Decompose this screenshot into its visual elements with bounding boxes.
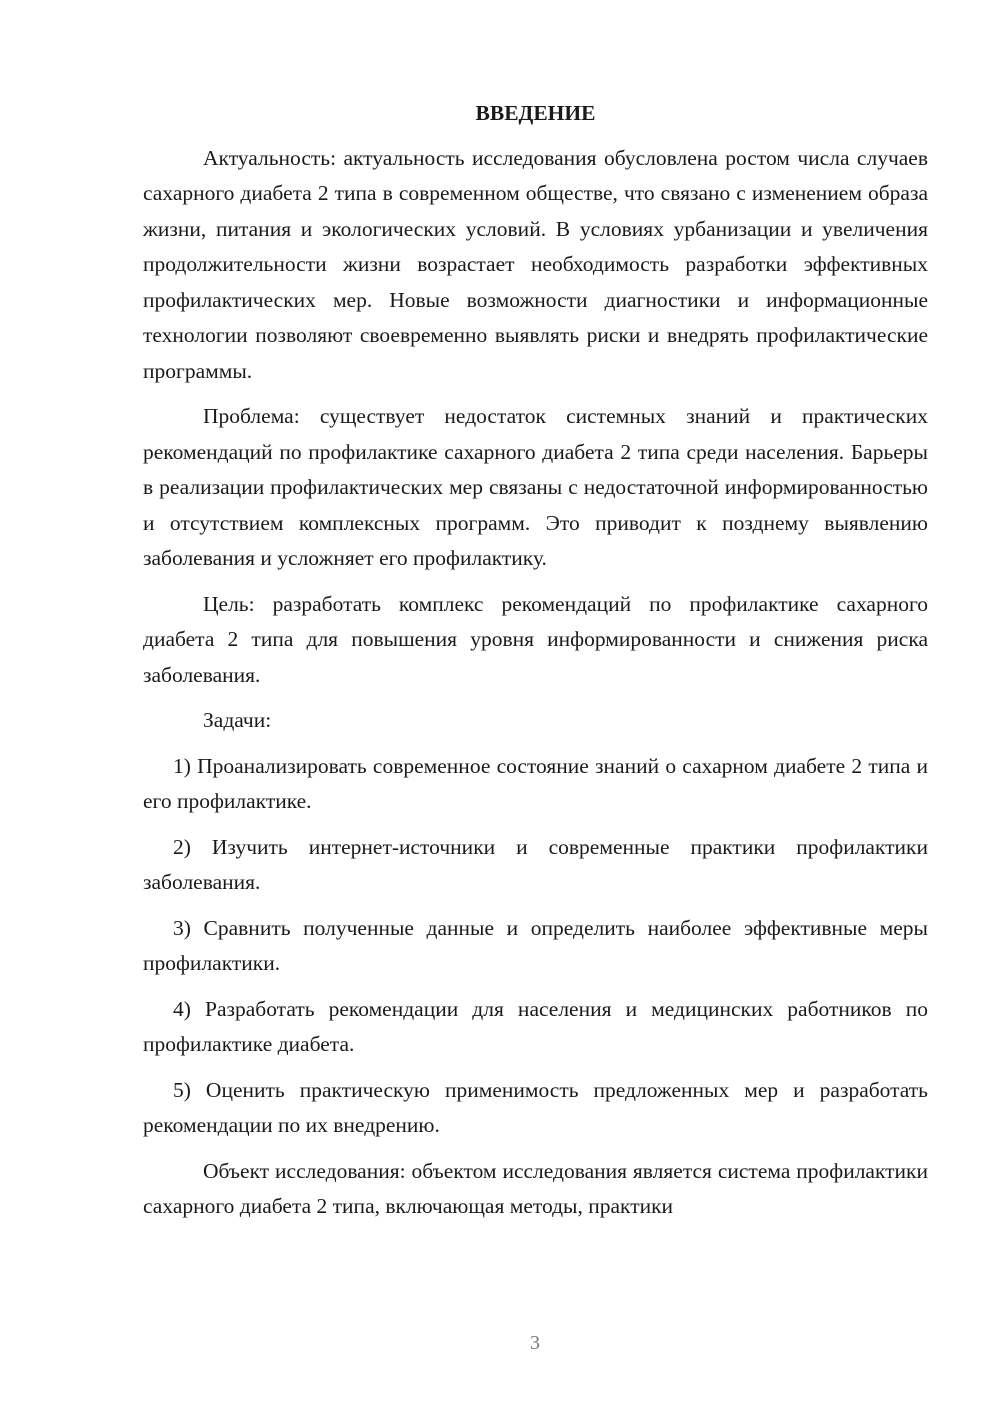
tasks-label: Задачи: xyxy=(203,708,272,732)
paragraph-relevance: Актуальность: актуальность исследования обусловлена ростом числа случаев сахарного диабета 2 типа в современном обществе, что связано с изменением образа жизни, питания и экологических условий. В условиях урбанизации и увеличения продолжительности жизни возрастает необходимость разработки эффективных профилактических мер. Новые возможности диагностики и информационные технологии позволяют своевременно выявлять риски и внедрять профилактические программы. xyxy=(143,145,928,383)
task-item-4: 4) Разработать рекомендации для населения и медицинских работников по профилактике диабета. xyxy=(143,996,928,1056)
section-heading: ВВЕДЕНИЕ xyxy=(475,101,596,125)
paragraph-object: Объект исследования: объектом исследования является система профилактики сахарного диабета 2 типа, включающая методы, практики xyxy=(143,1158,928,1218)
task-item-3: 3) Сравнить полученные данные и определить наиболее эффективные меры профилактики. xyxy=(143,915,928,975)
task-item-2: 2) Изучить интернет-источники и современные практики профилактики заболевания. xyxy=(143,834,928,894)
page-number: 3 xyxy=(530,1332,540,1354)
paragraph-goal: Цель: разработать комплекс рекомендаций по профилактике сахарного диабета 2 типа для повышения уровня информированности и снижения риска заболевания. xyxy=(143,591,928,687)
task-item-5: 5) Оценить практическую применимость предложенных мер и разработать рекомендации по их внедрению. xyxy=(143,1077,928,1137)
paragraph-problem: Проблема: существует недостаток системных знаний и практических рекомендаций по профилактике сахарного диабета 2 типа среди населения. Барьеры в реализации профилактических мер связаны с недостаточной информированностью и отсутствием комплексных программ. Это приводит к позднему выявлению заболевания и усложняет его профилактику. xyxy=(143,404,928,570)
task-item-1: 1) Проанализировать современное состояние знаний о сахарном диабете 2 типа и его профилактике. xyxy=(143,753,928,813)
document-page xyxy=(143,96,928,1225)
